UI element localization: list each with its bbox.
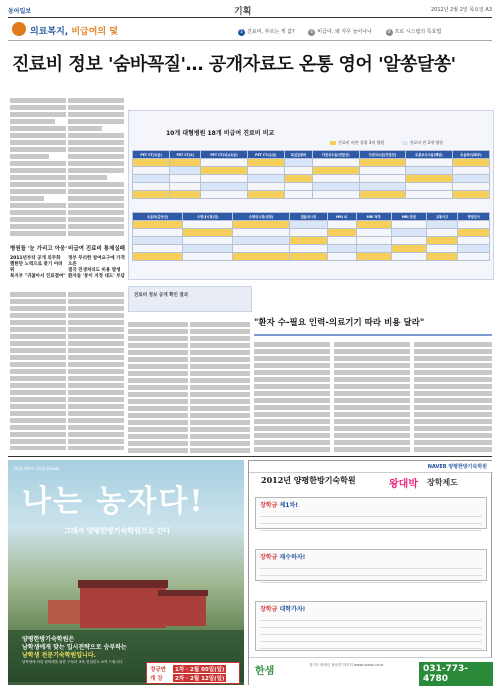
- series-item-3[interactable]: ③ 프로 시스템의 특효법: [386, 29, 442, 35]
- panel-legend: 진료비 비싼 상위 3개 병원 진료비 싼 3개 병원: [330, 140, 459, 146]
- academy-building: [80, 588, 166, 628]
- ad-banner-line: 남학생에게 맞는 입시전략으로 승부하는: [22, 644, 127, 651]
- scholarship-highlight: 왕대박: [389, 479, 418, 490]
- subhead-d: 정부 무리한 참여요구에 가격 오른 결국 민생처리도 비용 발생 환자들 '봉이 지정 대도' 부담: [68, 256, 125, 279]
- subhead-a: 병원들 '눈 가리고 아웅': [10, 246, 67, 252]
- scholarship-title: 2012년 양평한방기숙학원: [261, 475, 356, 485]
- ad-banner-line: 남학생 전문기숙학원입니다.: [22, 652, 96, 659]
- quote-underline: [254, 334, 492, 336]
- subhead-c: 비급여 진료비 통제실패: [68, 246, 125, 252]
- nav-rule: [8, 40, 492, 41]
- masthead: [8, 4, 492, 16]
- series-badge-icon: [12, 22, 26, 36]
- ad-divider: [8, 456, 492, 457]
- series-item-1[interactable]: ① 진료비, 부르는 게 값?: [239, 29, 295, 35]
- body-text-column: [190, 320, 250, 454]
- scholarship-block: 장학금 재수하자!: [255, 549, 487, 581]
- body-text-column: [10, 290, 66, 450]
- quote-headline: "환자 수-필요 인력-의료기기 따라 비용 달라": [254, 318, 425, 328]
- ad-logo: NAVER 양평한방기숙학원: [427, 464, 487, 470]
- body-text-column: [68, 290, 124, 450]
- scholarship-block: 장학금 대학가자!: [255, 601, 487, 651]
- brand-logo: 한샘: [255, 666, 275, 677]
- registration-box[interactable]: 정규반 1차 · 2월 05일(일) 개 강 2차 · 2월 12일(일): [146, 662, 240, 684]
- building-roof: [78, 580, 168, 588]
- ad-subheadline: 그래서 양평한방기숙학원으로 간다: [64, 527, 171, 535]
- page-headline: 진료비 정보 '숨바꼭질'… 공개자료도 온통 영어 '알쏭달쏭': [12, 54, 456, 75]
- price-table-bottom: 초음파(갑상선) 수면내시경(위) 수면내시경(대장) 캡슐내시경 MRI 뇌 MRI 척추 MRI 관절 교통사고 영양검사: [132, 212, 490, 261]
- section-title: 기획: [234, 7, 252, 17]
- survey-title: 진료비 정보 공개 확인 결과: [134, 293, 189, 298]
- series-item-2[interactable]: ② 비급여, 왜 자꾸 늘어나나: [309, 29, 372, 35]
- scholarship-block: 장학금 제1차!: [255, 497, 487, 529]
- ad-banner-line: 양평한방기숙학원은: [22, 636, 75, 643]
- ad-tagline: Only Mine, Only Ready: [14, 466, 60, 471]
- academy-building: [48, 600, 80, 624]
- brand-phone[interactable]: 031-773-4780: [419, 662, 493, 686]
- price-table-top: PET CT(요금) PET CT(4) PET CT(뇌)(요금) PET CT(요금) 특실입원비 다빈치수술(전립선) 다빈치수술(전립선) 로봇보조수술(폐암) 초음파(상복부): [132, 150, 490, 199]
- body-text-column: [10, 96, 66, 236]
- survey-box: [128, 286, 252, 312]
- scholarship-subtitle: 장학제도: [427, 478, 458, 487]
- series-nav: [238, 28, 453, 36]
- body-text-column: [334, 340, 410, 454]
- body-text-column: [68, 96, 124, 236]
- ad-headline: 나는 농자다!: [22, 484, 205, 519]
- scholarship-ad[interactable]: [248, 460, 492, 685]
- newspaper-logo: 동아일보: [8, 8, 32, 15]
- masthead-rule: [8, 17, 492, 18]
- brand-address: 경기도 양평군 용문면 하모리 www.hsadu.co.kr: [309, 663, 384, 667]
- ad-header-bar: [249, 461, 493, 473]
- subhead-b: 2011년부터 공개 의무화 했한만 노력으로 찾기 어려워 복지부 "귀찮아서 진료결여": [10, 256, 66, 279]
- ad-banner-note: 남학생에 의한 남학생을 위한 구성과 교육 컨설턴트 보여 드립니다.: [22, 660, 124, 664]
- ad-footer: [249, 657, 493, 685]
- academy-building: [160, 596, 206, 626]
- series-label: 의료복지, 비급여의 덫: [30, 27, 118, 37]
- date-line: 2012년 2월 2일 목요일 A3: [430, 7, 492, 13]
- body-text-column: [128, 320, 188, 454]
- panel-title: 10개 대형병원 18개 비급여 진료비 비교: [166, 130, 275, 137]
- body-text-column: [414, 340, 492, 454]
- body-text-column: [254, 340, 330, 454]
